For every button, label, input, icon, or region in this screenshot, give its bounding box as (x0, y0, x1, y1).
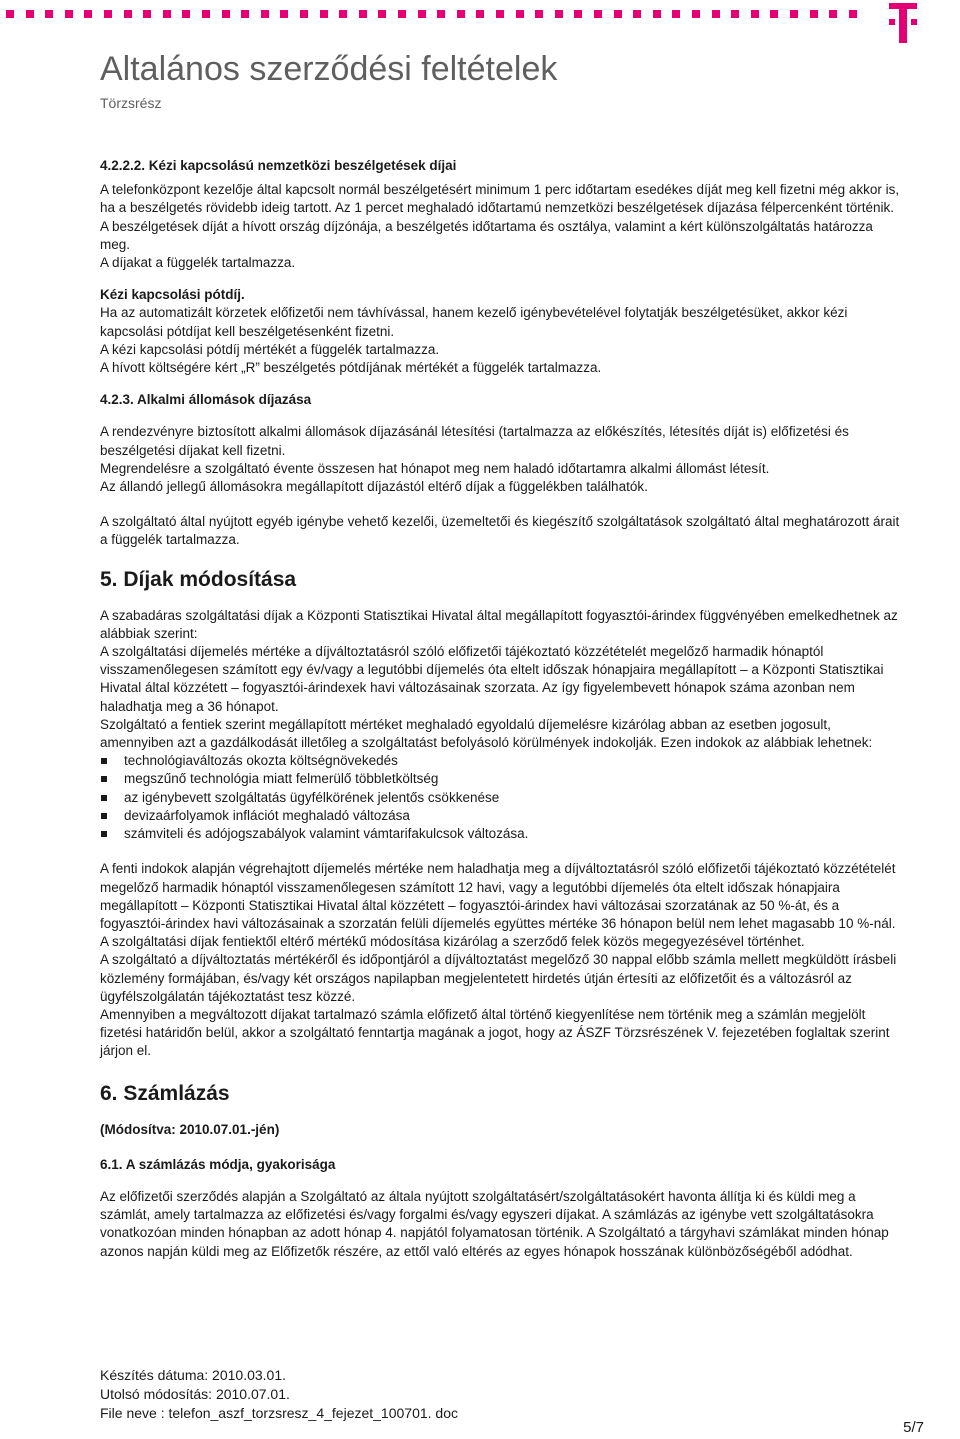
header-dot (574, 10, 582, 18)
bullet-square-icon (101, 831, 107, 837)
header-dot (359, 10, 367, 18)
header-dot (163, 10, 171, 18)
bullet-square-icon (101, 758, 107, 764)
bullet-square-icon (101, 795, 107, 801)
header-dot (124, 10, 132, 18)
header-dot (692, 10, 700, 18)
paragraph: A szabadáras szolgáltatási díjak a Központi Statisztikai Hivatal által megállapított fogyasztói-árindex függvényében emelkedhetnek az alábbiak szerint: (100, 607, 898, 641)
document-footer (100, 1366, 458, 1423)
header-dot (790, 10, 798, 18)
telekom-t-icon (889, 3, 917, 43)
header-dot (770, 10, 778, 18)
paragraph: Megrendelésre a szolgáltató évente összesen hat hónapot meg nem haladó időtartamra alkalmi állomást létesít. (100, 460, 770, 476)
paragraph: A kézi kapcsolási pótdíj mértékét a függelék tartalmazza. (100, 341, 440, 357)
header-dot (712, 10, 720, 18)
bullet-square-icon (101, 813, 107, 819)
header-dot (496, 10, 504, 18)
header-dot (633, 10, 641, 18)
header-dot (222, 10, 230, 18)
header-dot (535, 10, 543, 18)
page-title: Altalános szerződési feltételek (100, 50, 558, 88)
header-dot (45, 10, 53, 18)
header-dot (614, 10, 622, 18)
subsection-heading: Kézi kapcsolási pótdíj. (100, 287, 245, 303)
header-dot (84, 10, 92, 18)
section-heading: 5. Díjak módosítása (100, 567, 297, 591)
header-dot (555, 10, 563, 18)
header-dot (143, 10, 151, 18)
paragraph: Szolgáltató a fentiek szerint megállapított mértéket meghaladó egyoldalú díjemelésre kizárólag abban az esetben jogosult, amennyiben azt a gazdálkodását illetőleg a szolgáltatást befolyásoló körülmények indokolják. Ezen indokok az alábbiak lehetnek: (100, 716, 873, 751)
header-dot (437, 10, 445, 18)
reason-list (100, 752, 900, 843)
footer-created-date: Készítés dátuma: 2010.03.01. (100, 1367, 287, 1383)
header-dot (182, 10, 190, 18)
header-dot (810, 10, 818, 18)
paragraph: Amennyiben a megváltozott díjakat tartalmazó számla előfizető által történő kiegyenlítése nem történik meg a számlán megjelölt fizetési határidőn belül, akkor a szolgáltató fenntartja magának a jogot, hogy az ÁSZF Törzsrészének V. fejezetében foglaltak szerint járjon el. (100, 1006, 890, 1059)
header-dot (300, 10, 308, 18)
header-dot (65, 10, 73, 18)
header-dot (829, 10, 837, 18)
list-item: devizaárfolyamok inflációt meghaladó változása (100, 807, 900, 825)
subsection-heading: 6.1. A számlázás módja, gyakorisága (100, 1156, 336, 1172)
header-dot (202, 10, 210, 18)
header-dot (6, 10, 14, 18)
paragraph: A rendezvényre biztosított alkalmi állomások díjazásánál létesítési (tartalmazza az előkészítés, létesítés díját is) előfizetési és beszélgetési díjakat kell fizetni. (100, 424, 849, 458)
list-item: az igénybevett szolgáltatás ügyfélkörének jelentős csökkenése (100, 789, 900, 807)
paragraph: A szolgáltató által nyújtott egyéb igénybe vehető kezelői, üzemeltetői és kiegészítő szolgáltatások szolgáltató által meghatározott árait a függelék tartalmazza. (100, 514, 900, 548)
bullet-square-icon (101, 776, 107, 782)
paragraph: Az előfizetői szerződés alapján a Szolgáltató az általa nyújtott szolgáltatásért/szolgáltatásokért havonta állítja ki és küldi meg a számlát, amely tartalmazza az előfizetési és/vagy forgalmi és/vagy egyszeri díjakat. A számlázás az igénybe vett szolgáltatásokra vonatkozóan minden hónapban az adott hónap 4. napjától folyamatosan történik. A Szolgáltató a tárgyhavi számlákat minden hónap azonos napján küldi meg az Előfizetők részére, az ettől való eltérés az egyes hónapok hosszának különbözőségéből adódhat. (100, 1188, 889, 1259)
document-body (100, 157, 900, 1261)
list-item: technológiaváltozás okozta költségnövekedés (100, 752, 900, 770)
header-dot (731, 10, 739, 18)
header-dot (378, 10, 386, 18)
header-dot (594, 10, 602, 18)
header-dot (398, 10, 406, 18)
footer-modified-date: Utolsó módosítás: 2010.07.01. (100, 1386, 290, 1402)
header-dot (26, 10, 34, 18)
paragraph: A szolgáltatási díjak fentiektől eltérő mértékű módosítása kizárólag a szerződő felek közös megegyezésével történhet. (100, 934, 805, 950)
header-dot (104, 10, 112, 18)
header-dot (320, 10, 328, 18)
section-heading: 4.2.2.2. Kézi kapcsolású nemzetközi beszélgetések díjai (100, 158, 457, 173)
header-dot-strip (0, 10, 880, 20)
paragraph: A szolgáltatási díjemelés mértéke a díjváltoztatásról szóló előfizetői tájékoztató közzétételét megelőző harmadik hónaptól visszamenőlegesen számított egy év/vagy a legutóbbi díjemelés óta eltelt időszak hónapjaira megállapított – a Központi Statisztikai Hivatal által közzétett – fogyasztói-árindexek havi változásainak szorzata. Az így figyelembevett hónapok száma azonban nem haladhatja meg a 36 hónapot. (100, 644, 884, 714)
header-dot (476, 10, 484, 18)
header-dot (516, 10, 524, 18)
header-dot (261, 10, 269, 18)
paragraph: A beszélgetések díját a hívott ország díjzónája, a beszélgetés időtartama és osztálya, valamint a kért különszolgáltatás határozza meg. (100, 218, 873, 252)
header-dot (457, 10, 465, 18)
header-dot (241, 10, 249, 18)
paragraph: Ha az automatizált körzetek előfizetői nem távhívással, hanem kezelő igénybevételével folytatják beszélgetésüket, akkor kézi kapcsolási pótdíjat kell beszélgetésenként fizetni. (100, 305, 848, 339)
paragraph: A fenti indokok alapján végrehajtott díjemelés mértéke nem haladhatja meg a díjváltoztatásról szóló előfizetői tájékoztató közzétételét megelőző harmadik hónaptól visszamenőlegesen számított 12 havi, vagy a legutóbbi díjemelés óta eltelt időszak hónapjaira megállapított – Központi Statisztikai Hivatal által közzétett – fogyasztói-árindex havi változásai szorzatának az 50 %-át, és a fogyasztói-árindex havi változásainak a szorzatán felüli díjemelés együttes mértéke 36 hónapon belül nem lehet magasabb 10 %-nál. (100, 861, 896, 931)
header-dot (751, 10, 759, 18)
header-dot (339, 10, 347, 18)
header-dot (672, 10, 680, 18)
paragraph: A díjakat a függelék tartalmazza. (100, 255, 296, 271)
modified-note: (Módosítva: 2010.07.01.-jén) (100, 1121, 280, 1137)
paragraph: A szolgáltató a díjváltoztatás mértékéről és időpontjáról a díjváltoztatást megelőző 30 nappal előbb számla mellett megküldött írásbeli közlemény formájában, és/vagy két országos napilapban megjelentetett hirdetés útján értesíti az előfizetőit és a változásról az ügyfélszolgálatán tájékoztatást tesz közzé. (100, 952, 897, 1004)
list-item: megszűnő technológia miatt felmerülő többletköltség (100, 770, 900, 788)
footer-file-name: File neve : telefon_aszf_torzsresz_4_fejezet_100701. doc (100, 1405, 459, 1421)
paragraph: A hívott költségére kért „R” beszélgetés pótdíjának mértékét a függelék tartalmazza. (100, 360, 602, 376)
paragraph: A telefonközpont kezelője által kapcsolt normál beszélgetésért minimum 1 perc időtartam esedékes díját meg kell fizetni még akkor is, ha a beszélgetés rövidebb ideig tartott. Az 1 percet meghaladó időtartamú nemzetközi beszélgetések díjazása félpercenként történik. (100, 182, 900, 216)
section-heading: 4.2.3. Alkalmi állomások díjazása (100, 392, 312, 408)
paragraph: Az állandó jellegű állomásokra megállapított díjazástól eltérő díjak a függelékben találhatók. (100, 479, 648, 495)
list-item: számviteli és adójogszabályok valamint vámtarifakulcsok változása. (100, 825, 900, 843)
page-subtitle: Törzsrész (100, 95, 162, 111)
header-dot (849, 10, 857, 18)
page-number: 5/7 (903, 1419, 924, 1436)
section-heading: 6. Számlázás (100, 1081, 230, 1105)
header-dot (418, 10, 426, 18)
header-dot (653, 10, 661, 18)
header-dot (280, 10, 288, 18)
